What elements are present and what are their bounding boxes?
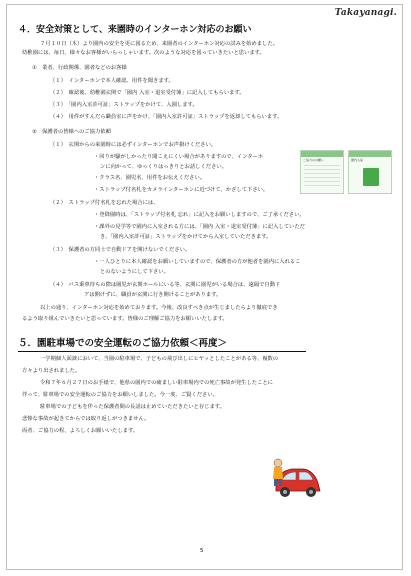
school-logo: Takayanagi. <box>334 8 397 18</box>
section-4-title: ４．安全対策として、来園時のインターホン対応のお願い <box>18 25 252 35</box>
item-2-heading: ② 保護者の皆様へのご協力依頼 <box>32 129 111 135</box>
section-5-line: 伴って、駐車場での安全運転のご協力をお願いしました。今一度、ご賢ください。 <box>22 392 218 398</box>
item-2-line: ・一人ひとりに本人確認をお願いしていますので、保護者の方が他者を園内に入れるこ <box>94 259 301 265</box>
section-5-line: 一学期個人面談において、当園の駐車場で、子どもの飛び出しにヒヤッとしたことがある等、複数の <box>40 356 279 362</box>
item-1-line: （１） インターホンで本人確認、用件を聞きます。 <box>50 78 174 84</box>
item-2-line: ・課外の見学等で園内に入室される方には、「園内 入室・退室受付簿」に記入していただ <box>94 224 305 230</box>
item-1-line: （３） 「園内入室許可証」ストラップをかけて、入園します。 <box>50 102 198 108</box>
item-2-line: （４） バス乗車待ちの際は園児が玄関ホールにいる等、玄関に園児がいる場合は、遠隔で自動ド <box>50 282 281 288</box>
item-2-line: き、「園内入室許可証」ストラップをかけてから入室していただきます。 <box>100 234 272 240</box>
notice-thumbnail-pass <box>348 150 392 194</box>
entry-pass-card-icon <box>363 168 379 186</box>
item-1-line: （２） 確認後、幼稚園玄関で「園内 入室・退室受付簿」に記入してもらいます。 <box>50 90 245 96</box>
section-4-closing-line-1: 以上の通り、インターホン対応を始めております。今後、改良すべき点が生じましたらより徹底でき <box>40 305 278 311</box>
notice-thumbnail-request <box>300 150 344 194</box>
section-4-intro-line-2: 幼稚園には、毎日、様々なお客様がいらっしゃいます。次のような対応を図っていきたいと思います。 <box>22 50 265 56</box>
section-5-line: 両者、ご協力の程、よろしくお願いいたします。 <box>22 428 139 434</box>
item-1-heading: ① 業者、行政関係、園者などのお客様 <box>32 65 127 71</box>
section-4-intro-line-1: ７月１０日（木）より園内の安全を更に図るため、来園者のインターホン対応の試みを始めました。 <box>40 41 278 47</box>
item-2-line: ・ストラップ付名札をカメラインターホンに近づけて、かざして下さい。 <box>94 187 269 193</box>
item-2-line: アは開けずに、職員が玄関に行き開けることがあります。 <box>84 292 222 298</box>
item-2-line: （３） 保護者の方同士で自動ドアを開けないでください。 <box>50 247 191 253</box>
item-2-line: ンに向かって、ゆっくりはっきりとお話しください。 <box>100 164 227 170</box>
notice-thumbnail-label: ご協力のお願い <box>303 158 325 162</box>
section-5-title-underline <box>18 351 306 352</box>
item-2-line: ・回りが騒がしかったり聞こえにくい場合がありますので、インターホ <box>94 154 264 160</box>
section-5-line: 令和７年６月２７日のお手紙で、他県の園内での痛ましい駐車場内での死亡事故が発生したことに <box>40 380 273 386</box>
section-5-title: ５．園駐車場での安全運転のご協力依頼＜再度＞ <box>18 338 228 349</box>
item-2-line: とのないようにして下さい。 <box>100 269 169 275</box>
notice-thumbnail-label: 園内入室 <box>351 158 364 162</box>
section-5-line: 方々より出されました。 <box>22 368 81 374</box>
section-4-closing-line-2: るよう取り組んでいきたいと思っています。皆様のご理解ご協力をお願いいたします。 <box>22 316 228 322</box>
item-2-line: （１） 玄関からの来園時には必ずインターホンでお声掛けください。 <box>50 142 217 148</box>
item-2-line: ・クラス名、園児名、用件をお伝えください。 <box>94 175 206 181</box>
item-1-line: （４） 用件がすんだら職員室に声をかけ、「園内入室許可証」ストラップを返却してもらいます。 <box>50 114 283 120</box>
car-and-child-illustration <box>270 455 326 501</box>
section-5-line: 悲惨な事故が起きてからでは取り返しがつきません。 <box>22 416 150 422</box>
page-number: 5 <box>200 548 204 554</box>
section-5-line: 駐車場での子どもを伴った保護者間の長話は止めていただきたいと存じます。 <box>40 404 225 410</box>
item-2-line: （２） ストラップ付名札を忘れた場合には、 <box>50 200 159 206</box>
item-2-line: ・登降園時は、「ストラップ付名札 忘れ」に記入をお願いしますので、ご了承ください。 <box>94 212 305 218</box>
